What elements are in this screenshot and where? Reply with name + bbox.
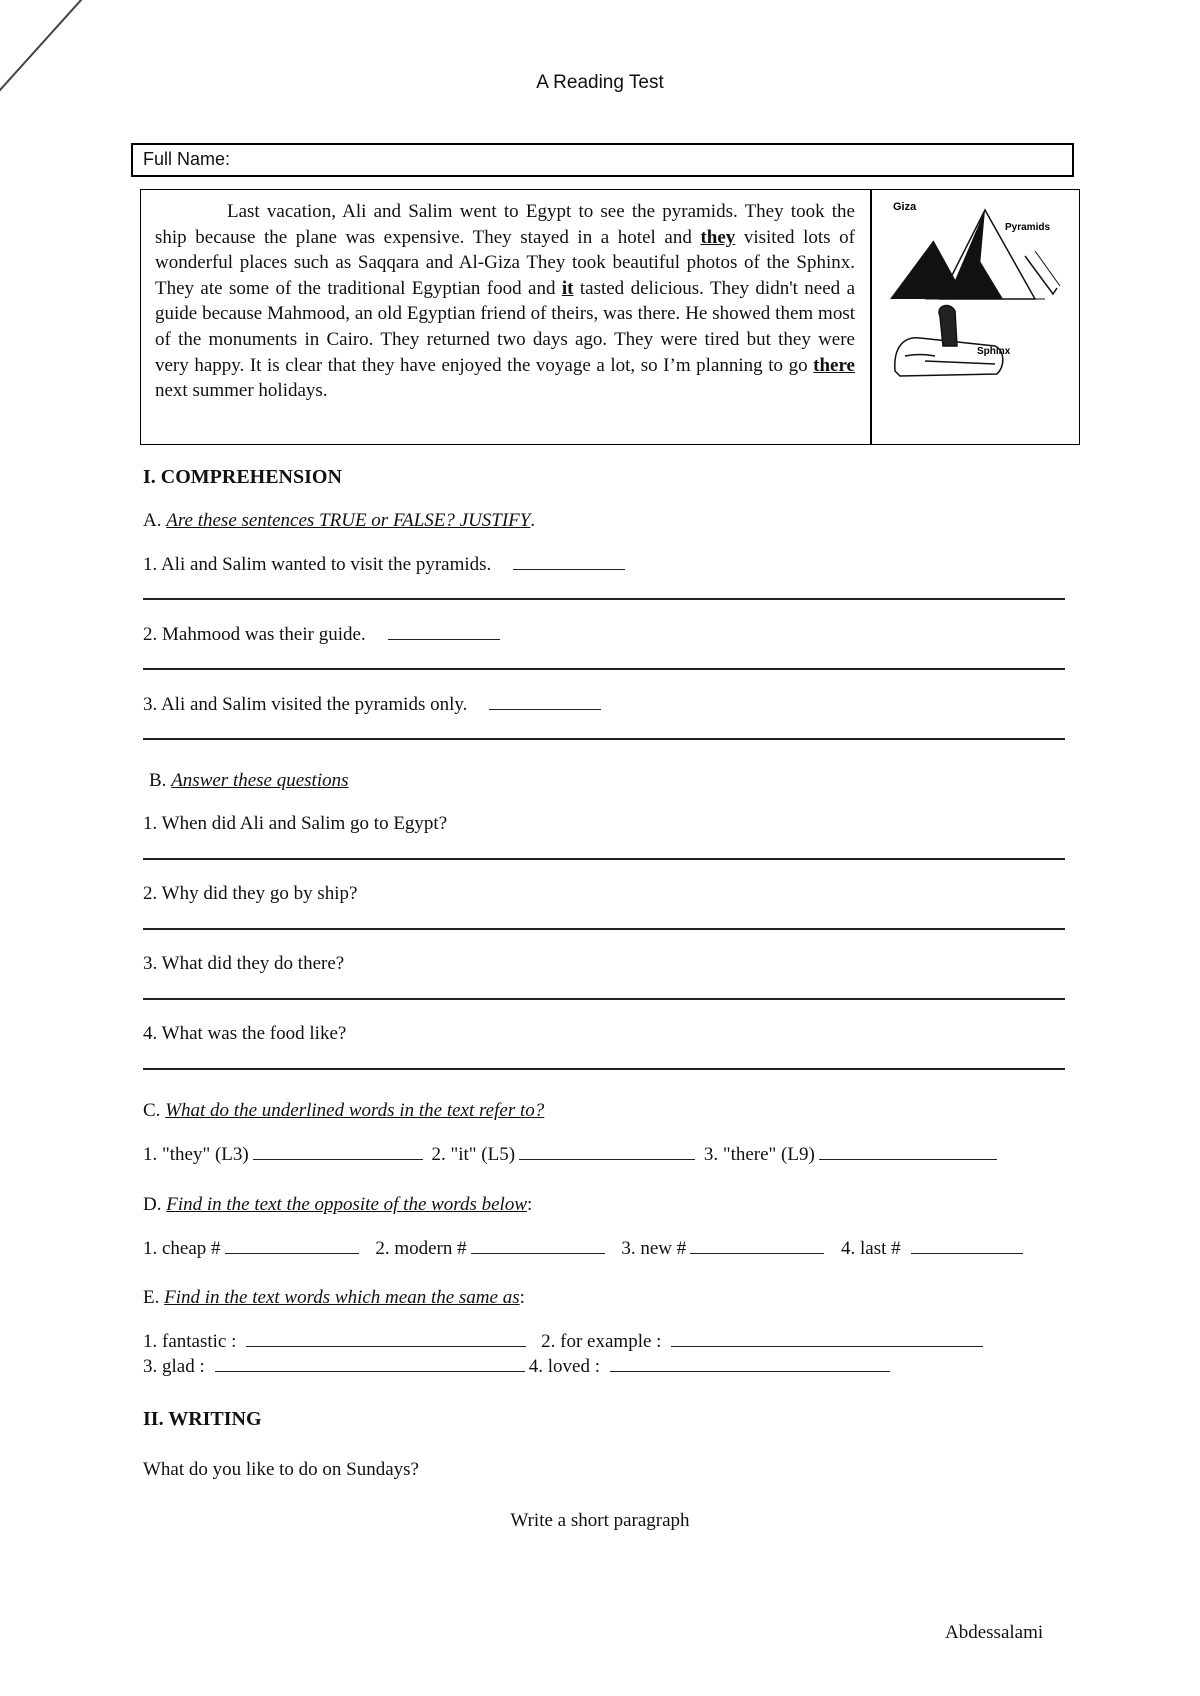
answer-blank[interactable] (671, 1330, 983, 1347)
sphinx-label: Sphinx (977, 346, 1011, 357)
question-item: 4. What was the food like? (143, 1023, 347, 1044)
justify-line[interactable] (143, 598, 1065, 600)
giza-label: Giza (893, 201, 917, 213)
synonym-items-row1: 1. fantastic : 2. for example : (143, 1330, 987, 1353)
synonym-items-row2: 3. glad : 4. loved : (143, 1355, 894, 1378)
passage-divider (870, 189, 872, 445)
section-d-instruction: D. Find in the text the opposite of the words below: (143, 1194, 533, 1215)
full-name-field[interactable] (131, 143, 1074, 177)
section-e-instruction: E. Find in the text words which mean the same as: (143, 1287, 525, 1308)
writing-instruction: Write a short paragraph (510, 1510, 690, 1531)
underlined-word-there: there (813, 354, 855, 376)
answer-line[interactable] (143, 858, 1065, 860)
answer-line[interactable] (143, 1068, 1065, 1070)
writing-heading: II. WRITING (143, 1408, 262, 1430)
answer-blank[interactable] (819, 1143, 997, 1160)
answer-blank[interactable] (513, 553, 625, 570)
answer-blank[interactable] (610, 1355, 890, 1372)
answer-blank[interactable] (519, 1143, 695, 1160)
section-a-instruction: A. Are these sentences TRUE or FALSE? JUSTIFY. (143, 510, 536, 531)
answer-blank[interactable] (911, 1237, 1023, 1254)
answer-blank[interactable] (388, 623, 500, 640)
question-item: 2. Why did they go by ship? (143, 883, 358, 904)
underlined-word-they: they (700, 226, 736, 248)
section-b-instruction: B. Answer these questions (149, 770, 349, 791)
pyramids-label: Pyramids (1005, 222, 1051, 233)
page-title: A Reading Test (536, 72, 664, 93)
question-item: 3. What did they do there? (143, 953, 345, 974)
answer-blank[interactable] (690, 1237, 824, 1254)
true-false-item: 2. Mahmood was their guide. (143, 623, 504, 646)
answer-line[interactable] (143, 928, 1065, 930)
comprehension-heading: I. COMPREHENSION (143, 466, 342, 488)
answer-blank[interactable] (489, 693, 601, 710)
true-false-item: 1. Ali and Salim wanted to visit the pyramids. (143, 553, 629, 576)
reference-items: 1. "they" (L3) 2. "it" (L5) 3. "there" (L9) (143, 1143, 1001, 1166)
answer-blank[interactable] (471, 1237, 605, 1254)
sphinx-icon (895, 306, 1003, 376)
full-name-label: Full Name: (143, 149, 231, 169)
opposite-items: 1. cheap # 2. modern # 3. new # 4. last # (143, 1237, 1027, 1260)
answer-blank[interactable] (215, 1355, 525, 1372)
reading-passage: Last vacation, Ali and Salim went to Egypt to see the pyramids. They took the ship because the plane was expensive. They stayed in a hotel and they visited lots of wonderful places such as Saqqara and Al-Giza They took beautiful photos of the Sphinx. They ate some of the traditional Egyptian food and it tasted delicious. They didn't need a guide because Mahmood, an old Egyptian friend of theirs, was there. He showed them most of the monuments in Cairo. They returned two days ago. They were tired but they were very happy. It is clear that they have enjoyed the voyage a lot, so I’m planning to go there next summer holidays. (155, 201, 855, 402)
answer-blank[interactable] (253, 1143, 423, 1160)
answer-line[interactable] (143, 998, 1065, 1000)
question-item: 1. When did Ali and Salim go to Egypt? (143, 813, 448, 834)
pyramids-illustration (885, 196, 1070, 386)
section-c-instruction: C. What do the underlined words in the text refer to? (143, 1100, 545, 1121)
true-false-item: 3. Ali and Salim visited the pyramids only. (143, 693, 605, 716)
justify-line[interactable] (143, 738, 1065, 740)
underlined-word-it: it (561, 277, 574, 299)
answer-blank[interactable] (225, 1237, 359, 1254)
writing-question: What do you like to do on Sundays? (143, 1459, 419, 1480)
justify-line[interactable] (143, 668, 1065, 670)
author-signature: Abdessalami (945, 1622, 1044, 1643)
answer-blank[interactable] (246, 1330, 526, 1347)
